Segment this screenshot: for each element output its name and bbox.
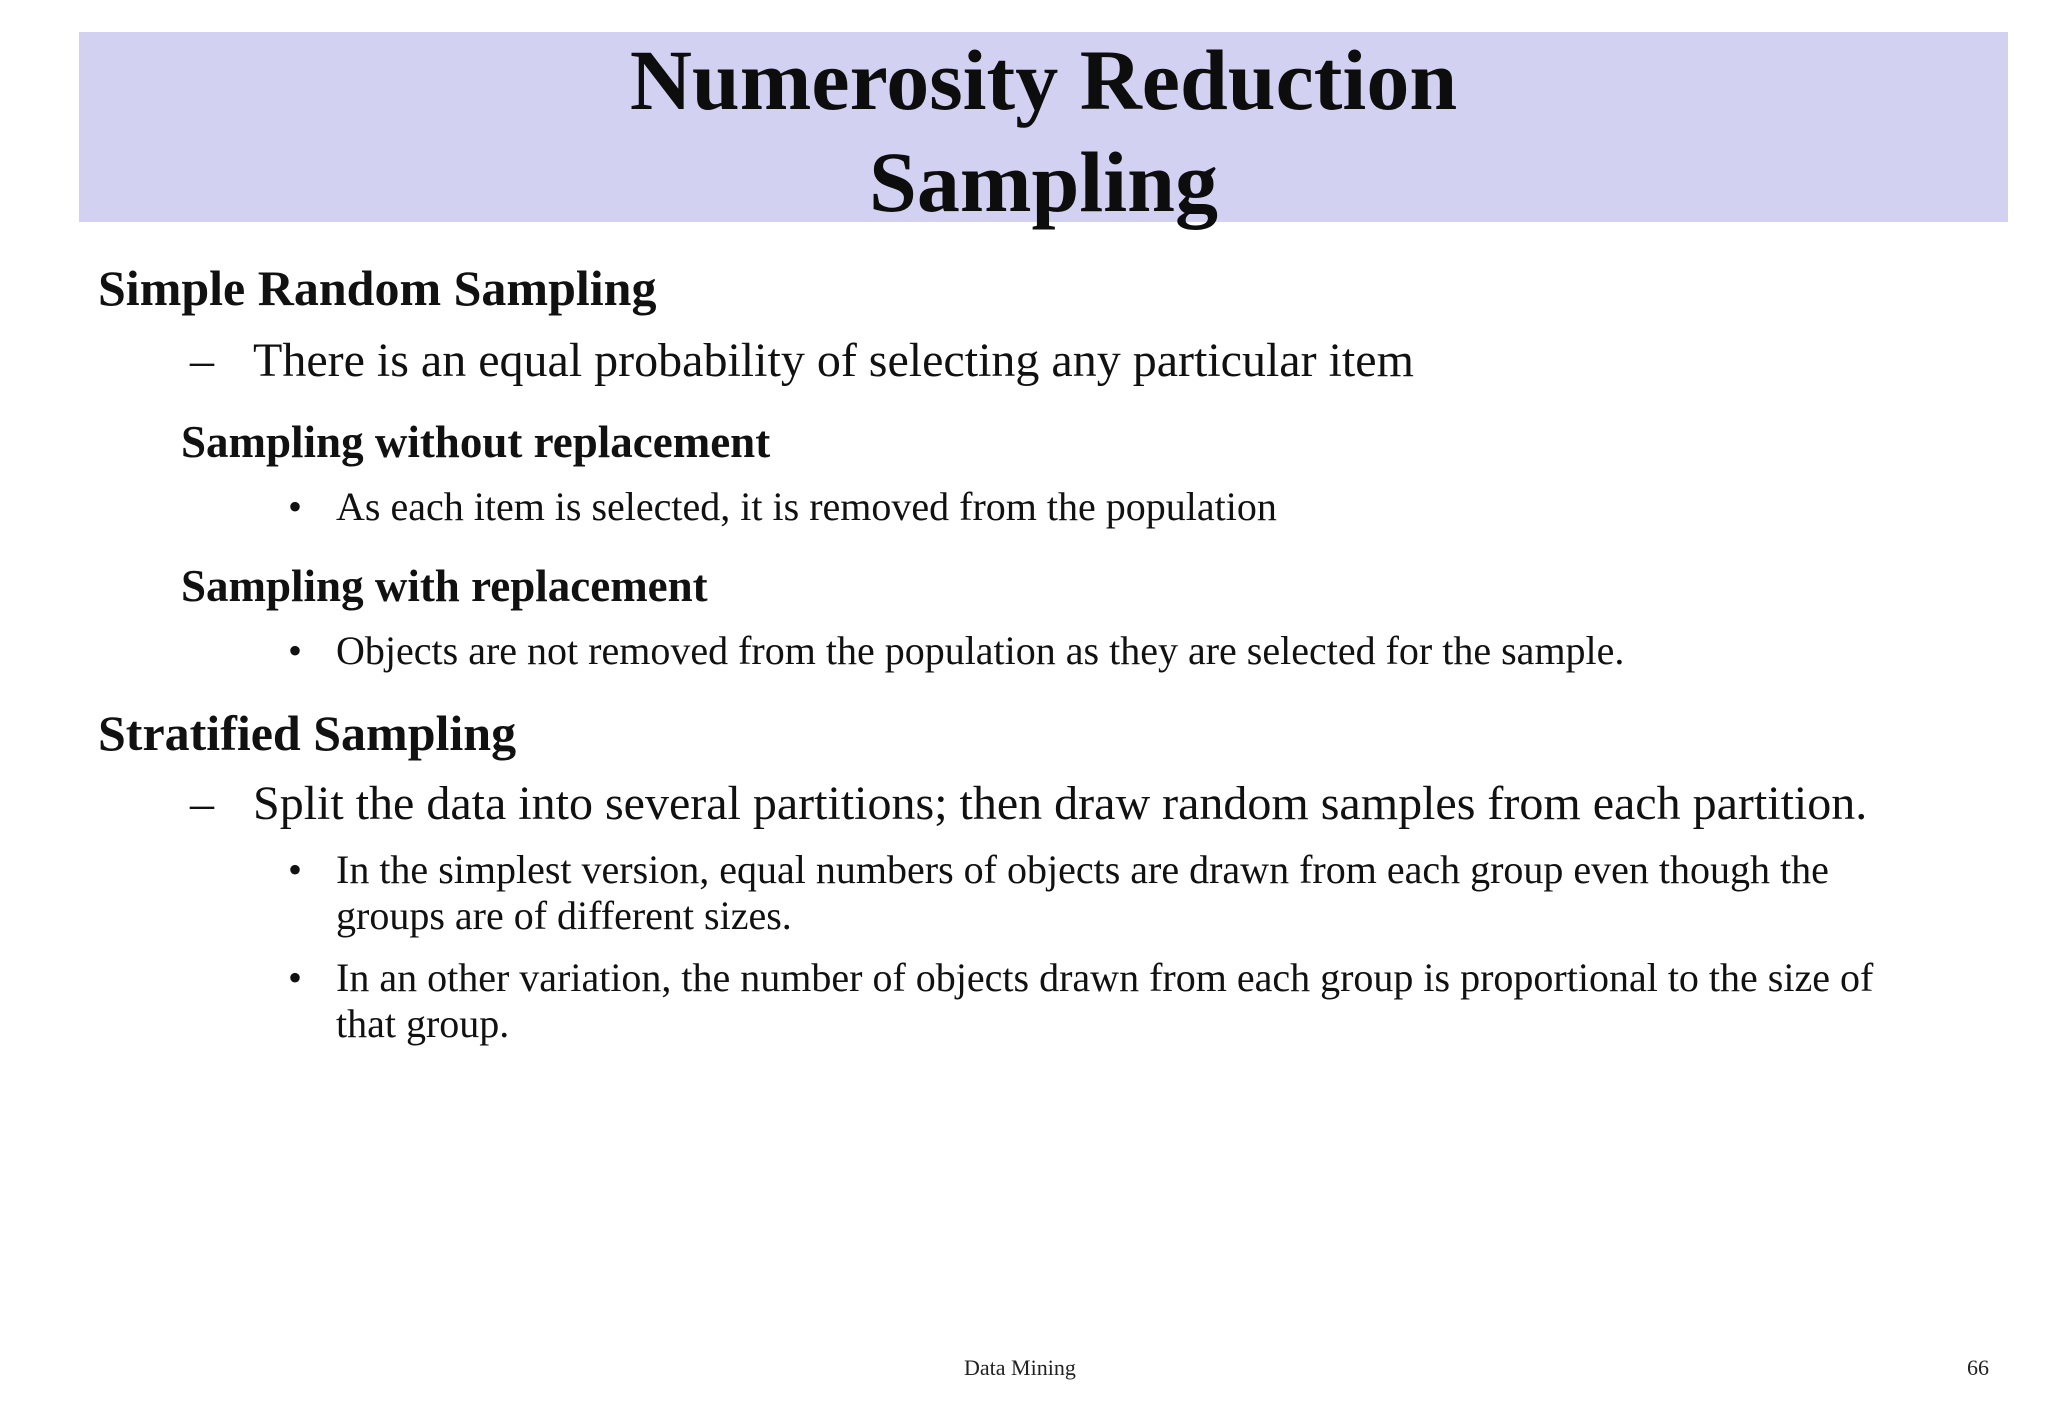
- bullet-item-removed: As each item is selected, it is removed from the population: [336, 484, 1277, 529]
- bullet-marker: •: [288, 955, 303, 1000]
- section-heading-simple-random-sampling: Simple Random Sampling: [98, 260, 657, 316]
- page-number: 66: [1967, 1355, 1989, 1380]
- section-heading-stratified-sampling: Stratified Sampling: [98, 705, 517, 761]
- footer-title: Data Mining: [964, 1355, 1076, 1380]
- dash-marker: –: [190, 334, 214, 387]
- subheading-sampling-with-replacement: Sampling with replacement: [181, 561, 708, 611]
- bullet-simplest-version-line2: groups are of different sizes.: [336, 893, 792, 938]
- point-split-partitions: Split the data into several partitions; then draw random samples from each partition.: [253, 777, 1868, 830]
- bullet-simplest-version-line1: In the simplest version, equal numbers of objects are drawn from each group even though the: [336, 847, 1829, 892]
- bullet-other-variation-line1: In an other variation, the number of objects drawn from each group is proportional to the size of: [336, 955, 1874, 1000]
- bullet-marker: •: [288, 484, 303, 529]
- bullet-other-variation-line2: that group.: [336, 1001, 510, 1046]
- slide-subtitle: Sampling: [869, 134, 1218, 230]
- bullet-marker: •: [288, 628, 303, 673]
- dash-marker: –: [190, 777, 214, 830]
- bullet-marker: •: [288, 847, 303, 892]
- point-equal-probability: There is an equal probability of selecting any particular item: [253, 334, 1414, 387]
- subheading-sampling-without-replacement: Sampling without replacement: [181, 417, 771, 467]
- bullet-objects-not-removed: Objects are not removed from the population as they are selected for the sample.: [336, 628, 1625, 673]
- slide-title: Numerosity Reduction: [629, 32, 1458, 128]
